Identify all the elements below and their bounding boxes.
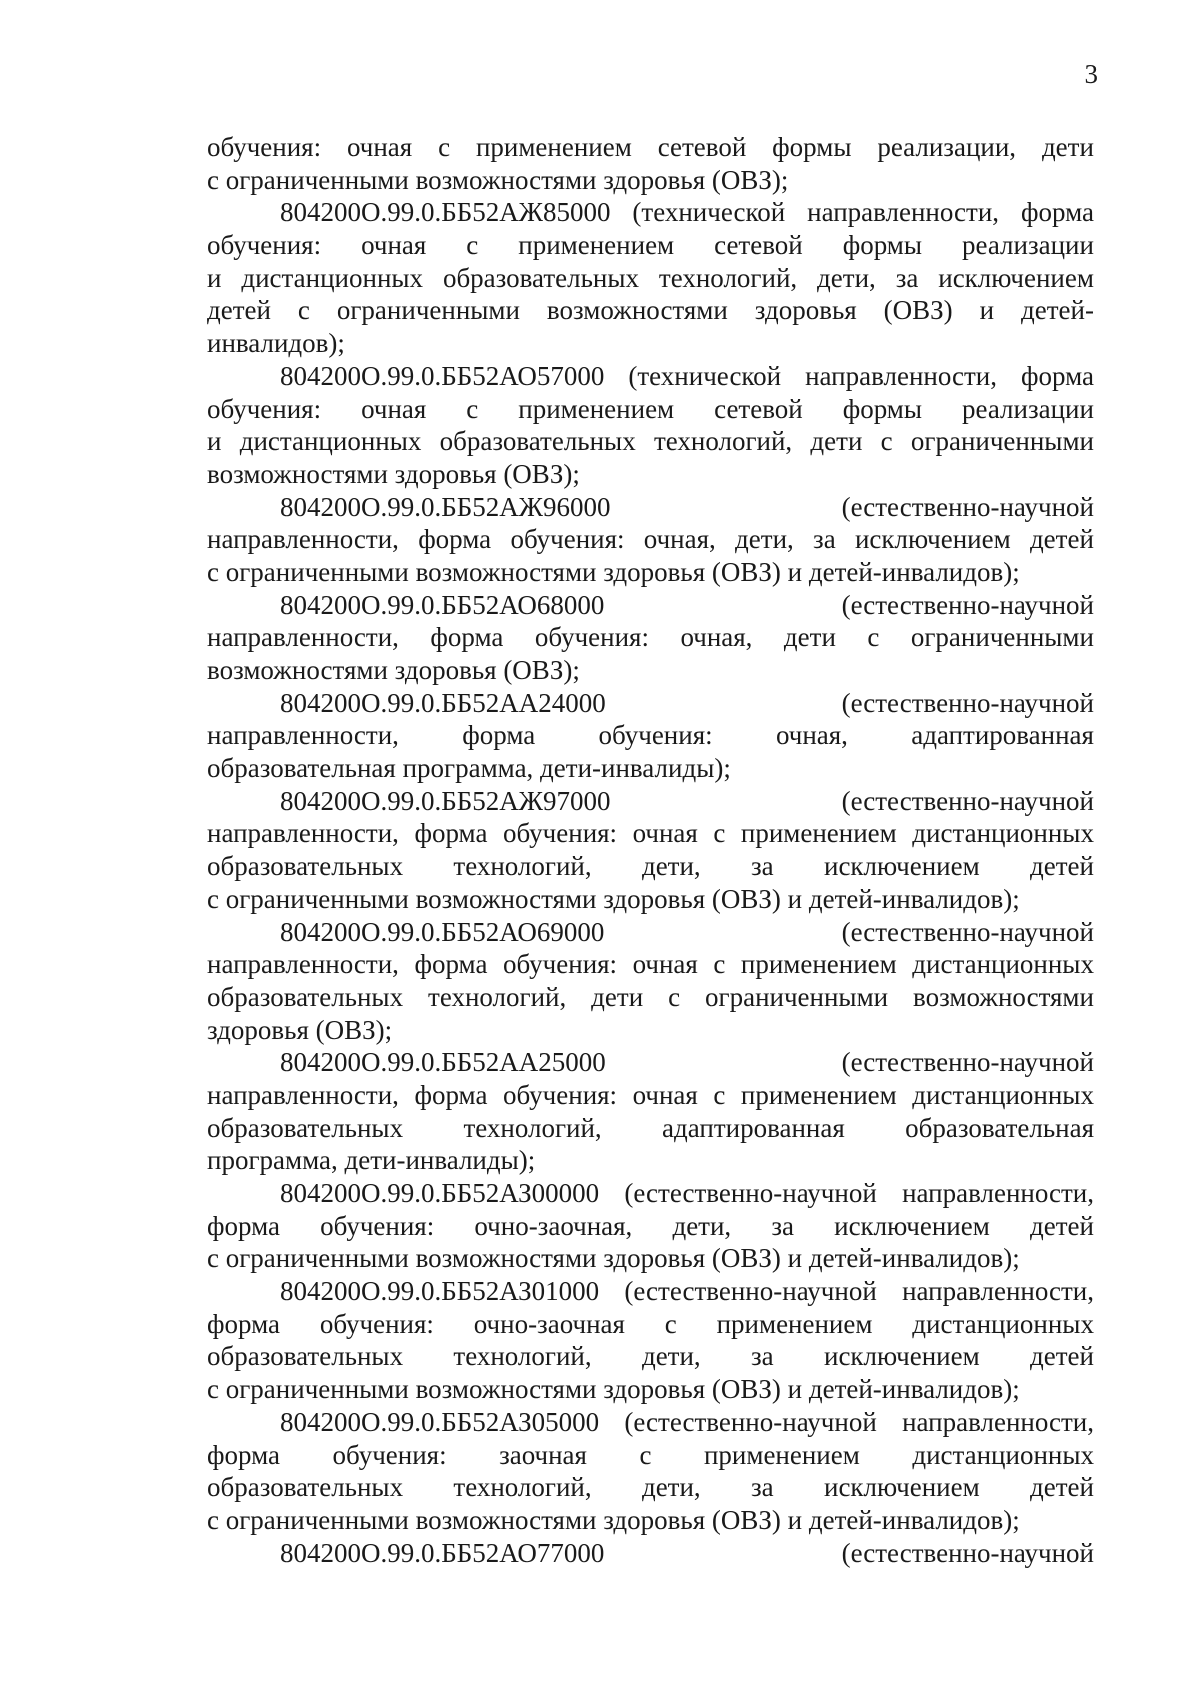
text-line: [207, 1471, 1094, 1504]
word: за: [895, 262, 919, 293]
word: с ограниченными возможностями здоровья (ОВЗ) и детей-инвалидов);: [207, 883, 1020, 914]
word: детей: [1029, 524, 1094, 555]
text-line: [207, 1046, 1094, 1079]
word: 804200О.99.0.ББ52АЖ96000: [280, 491, 611, 522]
word: (естественно-научной: [841, 687, 1094, 718]
text-line: [207, 948, 1094, 981]
word: с: [466, 230, 479, 261]
word: обучения:: [320, 1210, 435, 1241]
word: технологий,: [453, 1472, 592, 1503]
word: 804200О.99.0.ББ52АО77000: [280, 1537, 605, 1568]
word: с ограниченными возможностями здоровья (ОВЗ) и детей-инвалидов);: [207, 556, 1020, 587]
word: ограниченными: [910, 426, 1094, 457]
word: направленности,: [207, 1079, 399, 1110]
word: с: [668, 981, 681, 1012]
text-line: [207, 1242, 1094, 1275]
text-line: [207, 131, 1094, 164]
word: применением: [740, 1079, 897, 1110]
word: направленности,: [207, 524, 399, 555]
text-line: [207, 1210, 1094, 1243]
word: обучения:: [510, 524, 625, 555]
word: обучения:: [502, 818, 618, 849]
word: обучения:: [598, 720, 713, 751]
word: обучения:: [207, 132, 322, 162]
text-line: [207, 1504, 1094, 1537]
word: дети: [783, 622, 836, 653]
word: дистанционных: [239, 426, 422, 457]
word: адаптированная: [662, 1112, 845, 1143]
word: детей: [207, 295, 271, 326]
word: применением: [740, 949, 897, 980]
word: возможностями здоровья (ОВЗ);: [207, 458, 580, 489]
word: образовательная: [905, 1112, 1094, 1143]
word: дистанционных: [912, 1079, 1094, 1110]
word: детей: [1030, 851, 1094, 882]
word: образовательных: [207, 851, 404, 882]
word: образовательных: [439, 426, 636, 457]
text-line: [207, 491, 1094, 524]
word: образовательных: [207, 1341, 404, 1372]
word: образовательных: [207, 1472, 404, 1503]
word: форма: [207, 1439, 280, 1470]
word: применением: [716, 1308, 873, 1339]
word: 804200О.99.0.ББ52АЗ00000: [280, 1178, 600, 1208]
word: с: [466, 393, 479, 424]
word: (естественно-научной: [841, 1537, 1094, 1568]
word: форма: [414, 1079, 488, 1110]
text-line: [207, 1079, 1094, 1112]
word: (естественно-научной: [841, 1047, 1094, 1078]
word: технологий,: [653, 426, 793, 457]
word: с ограниченными возможностями здоровья (ОВЗ) и детей-инвалидов);: [207, 1504, 1020, 1535]
word: и: [207, 426, 222, 457]
word: очная: [346, 132, 413, 162]
word: с ограниченными возможностями здоровья (ОВЗ) и детей-инвалидов);: [207, 1243, 1020, 1274]
word: детей-: [1021, 295, 1094, 326]
text-line: [207, 262, 1094, 295]
word: исключением: [938, 262, 1094, 293]
word: направленности,: [805, 360, 998, 391]
word: дети,: [672, 1210, 732, 1241]
word: формы: [842, 393, 923, 424]
word: форма: [207, 1308, 280, 1339]
word: формы: [842, 230, 923, 261]
word: детей: [1030, 1341, 1094, 1372]
word: обучения:: [502, 949, 618, 980]
word: очная: [632, 818, 698, 849]
text-line: [207, 719, 1094, 752]
word: исключением: [824, 851, 980, 882]
word: с: [880, 426, 893, 457]
word: реализации: [962, 393, 1094, 424]
word: направленности,: [207, 622, 399, 653]
word: 804200О.99.0.ББ52АЗ05000: [280, 1406, 600, 1437]
word: реализации: [962, 230, 1094, 261]
word: с: [639, 1439, 652, 1470]
text-line: [207, 752, 1094, 785]
word: (естественно-научной: [624, 1178, 877, 1208]
word: очно-заочная,: [474, 1210, 633, 1241]
word: форма: [207, 1210, 280, 1241]
word: обучения:: [534, 622, 649, 653]
text-line: [207, 850, 1094, 883]
word: с: [297, 295, 310, 326]
word: очная: [632, 1079, 698, 1110]
document-body: [207, 131, 1094, 1569]
text-line: [207, 883, 1094, 916]
word: очная,: [643, 524, 716, 555]
word: направленности,: [807, 197, 1000, 228]
word: технологий,: [453, 1341, 592, 1372]
word: 804200О.99.0.ББ52АЖ85000: [280, 197, 611, 228]
word: здоровья: [754, 295, 857, 326]
text-line: [207, 458, 1094, 491]
word: ограниченными: [705, 981, 889, 1012]
word: с: [713, 1079, 726, 1110]
word: направленности,: [902, 1276, 1094, 1307]
word: 804200О.99.0.ББ52АЗ01000: [280, 1276, 600, 1307]
word: с: [438, 132, 451, 162]
word: направленности,: [902, 1178, 1094, 1208]
word: форма: [462, 720, 536, 751]
word: очная: [361, 393, 427, 424]
word: форма: [414, 818, 488, 849]
word: обучения:: [332, 1439, 447, 1470]
text-line: [207, 916, 1094, 949]
text-line: [207, 621, 1094, 654]
word: адаптированная: [911, 720, 1094, 751]
text-line: [207, 294, 1094, 327]
word: (естественно-научной: [624, 1406, 877, 1437]
word: обучения:: [207, 393, 322, 424]
word: ограниченными: [336, 295, 520, 326]
word: образовательных: [207, 981, 404, 1012]
word: с: [713, 818, 726, 849]
word: применением: [703, 1439, 860, 1470]
text-line: [207, 1275, 1094, 1308]
text-line: [207, 817, 1094, 850]
word: дистанционных: [241, 262, 424, 293]
word: за: [813, 524, 836, 555]
word: образовательных: [442, 262, 640, 293]
page-number: 3: [1084, 59, 1098, 89]
text-line: [207, 981, 1094, 1014]
text-line: [207, 1537, 1094, 1570]
word: технологий,: [463, 1112, 602, 1143]
text-line: [207, 1308, 1094, 1341]
word: заочная: [499, 1439, 587, 1470]
word: дети,: [817, 262, 876, 293]
word: с ограниченными возможностями здоровья (ОВЗ) и детей-инвалидов);: [207, 1374, 1020, 1405]
word: дистанционных: [912, 1439, 1094, 1470]
word: исключением: [854, 524, 1011, 555]
word: форма: [1021, 197, 1094, 228]
word: очная: [361, 230, 427, 261]
word: и: [207, 262, 222, 293]
text-line: [207, 425, 1094, 458]
text-line: [207, 1373, 1094, 1406]
word: (естественно-научной: [624, 1276, 877, 1307]
text-line: [207, 654, 1094, 687]
text-line: [207, 1439, 1094, 1472]
text-line: [207, 196, 1094, 229]
word: дети,: [641, 1472, 701, 1503]
word: (естественно-научной: [841, 916, 1094, 947]
word: направленности,: [207, 949, 399, 980]
word: применением: [518, 230, 675, 261]
word: дети,: [641, 851, 701, 882]
word: форма: [1020, 360, 1094, 391]
text-line: [207, 1177, 1094, 1210]
word: направленности,: [902, 1406, 1094, 1437]
text-line: [207, 393, 1094, 426]
word: применением: [518, 393, 675, 424]
word: с: [867, 622, 880, 653]
text-line: [207, 327, 1094, 360]
word: с ограниченными возможностями здоровья (ОВЗ);: [207, 164, 789, 195]
word: возможностями: [913, 981, 1094, 1012]
text-line: [207, 1340, 1094, 1373]
word: применением: [740, 818, 897, 849]
word: программа, дети-инвалиды);: [207, 1145, 536, 1176]
word: сетевой: [657, 132, 747, 162]
text-line: [207, 229, 1094, 262]
word: очная,: [680, 622, 753, 653]
word: образовательных: [207, 1112, 404, 1143]
word: ограниченными: [910, 622, 1094, 653]
word: 804200О.99.0.ББ52АА24000: [280, 687, 606, 718]
word: обучения:: [207, 230, 322, 261]
word: за: [751, 851, 774, 882]
word: (естественно-научной: [841, 589, 1094, 620]
word: с: [713, 949, 726, 980]
word: исключением: [824, 1341, 980, 1372]
word: реализации,: [877, 132, 1017, 162]
word: (ОВЗ): [883, 295, 953, 326]
word: очная: [632, 949, 698, 980]
word: инвалидов);: [207, 328, 345, 359]
word: за: [751, 1341, 774, 1372]
word: сетевой: [714, 393, 803, 424]
word: детей: [1030, 1472, 1094, 1503]
word: очно-заочная: [473, 1308, 625, 1339]
text-line: [207, 1144, 1094, 1177]
word: здоровья (ОВЗ);: [207, 1014, 393, 1045]
word: возможностями: [546, 295, 728, 326]
word: дети,: [735, 524, 794, 555]
text-line: [207, 360, 1094, 393]
word: технологий,: [453, 851, 592, 882]
word: дети,: [641, 1341, 701, 1372]
word: технологий,: [658, 262, 798, 293]
text-line: [207, 589, 1094, 622]
word: исключением: [824, 1472, 980, 1503]
word: (технической: [632, 197, 786, 228]
word: с: [664, 1308, 677, 1339]
text-line: [207, 1014, 1094, 1047]
text-line: [207, 164, 1094, 197]
word: детей: [1029, 1210, 1094, 1241]
text-line: [207, 687, 1094, 720]
word: дистанционных: [912, 818, 1094, 849]
word: направленности,: [207, 720, 399, 751]
word: (технической: [628, 360, 782, 391]
text-line: [207, 1406, 1094, 1439]
word: сетевой: [714, 230, 803, 261]
word: применением: [475, 132, 632, 162]
word: дистанционных: [912, 1308, 1094, 1339]
word: возможностями здоровья (ОВЗ);: [207, 655, 580, 685]
word: форма: [418, 524, 492, 555]
word: дети: [1041, 132, 1094, 162]
word: 804200О.99.0.ББ52АО68000: [280, 589, 605, 620]
text-line: [207, 785, 1094, 818]
word: технологий,: [428, 981, 567, 1012]
word: дети: [591, 981, 644, 1012]
word: направленности,: [207, 818, 399, 849]
word: форма: [414, 949, 488, 980]
word: формы: [772, 132, 852, 162]
text-line: [207, 1112, 1094, 1145]
word: образовательная программа, дети-инвалиды);: [207, 753, 731, 784]
word: очная,: [775, 720, 848, 751]
word: исключением: [834, 1210, 990, 1241]
word: дистанционных: [912, 949, 1094, 980]
word: 804200О.99.0.ББ52АА25000: [280, 1047, 606, 1078]
word: 804200О.99.0.ББ52АО57000: [280, 360, 605, 391]
text-line: [207, 523, 1094, 556]
text-line: [207, 556, 1094, 589]
word: обучения:: [319, 1308, 434, 1339]
word: за: [751, 1472, 774, 1503]
word: (естественно-научной: [841, 491, 1094, 522]
word: обучения:: [502, 1079, 618, 1110]
word: 804200О.99.0.ББ52АО69000: [280, 916, 605, 947]
word: форма: [430, 622, 504, 653]
word: 804200О.99.0.ББ52АЖ97000: [280, 785, 611, 816]
word: дети: [810, 426, 863, 457]
word: и: [979, 295, 995, 326]
word: (естественно-научной: [841, 785, 1094, 816]
word: за: [771, 1210, 794, 1241]
